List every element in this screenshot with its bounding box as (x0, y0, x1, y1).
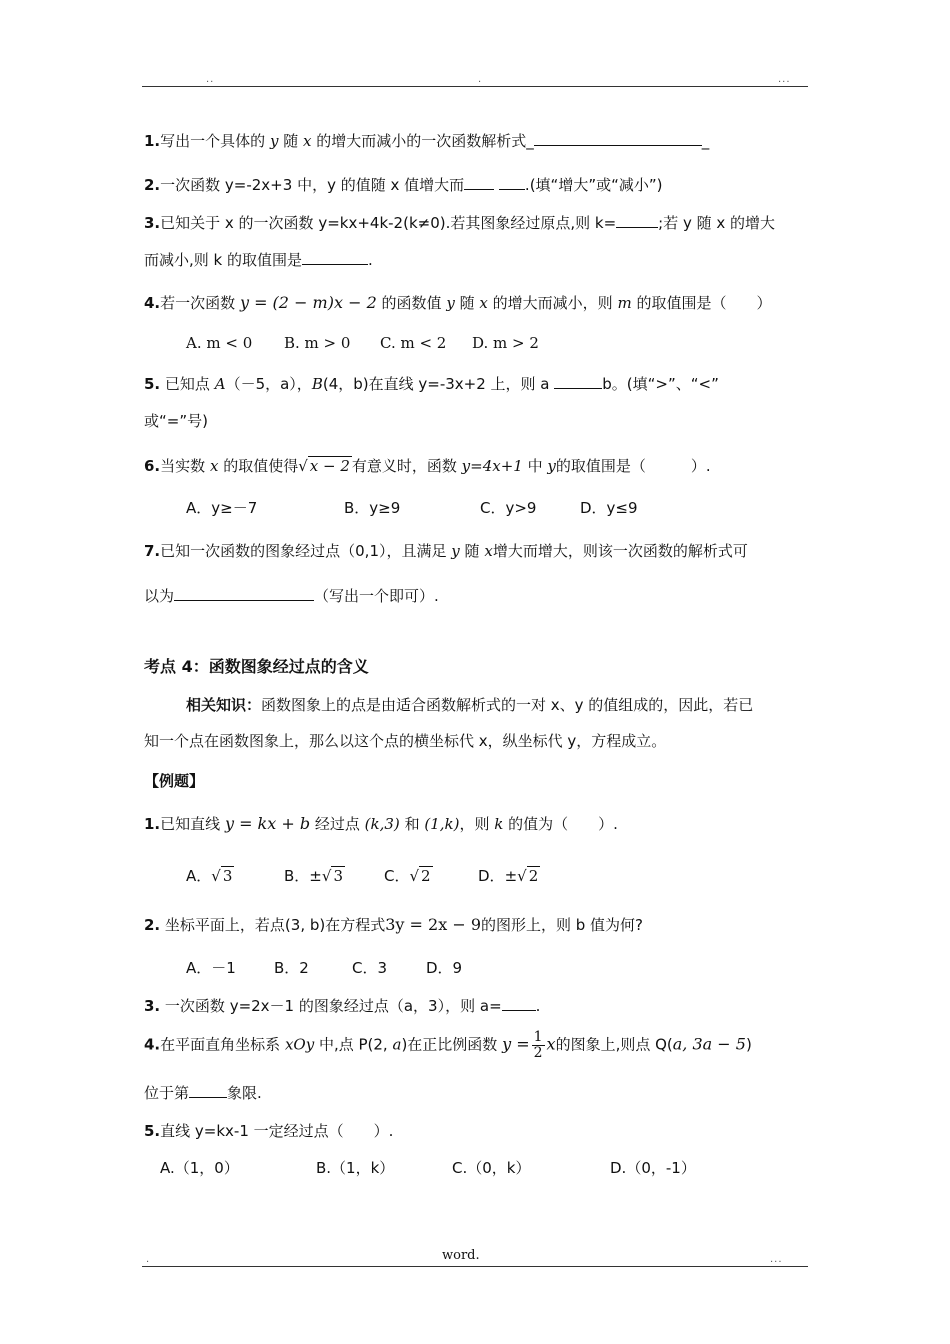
equation: 3y = 2x − 9 (385, 915, 481, 934)
var-y: y (446, 294, 455, 312)
question-5-line-2: 或“=”号) (144, 412, 208, 430)
option-d[interactable]: D.（0，-1） (610, 1159, 696, 1177)
text: 有意义时，函数 (351, 457, 457, 475)
numerator: 1 (533, 1029, 543, 1045)
text: 一次函数 y=-2x+3 中，y 的值随 x 值增大而 (160, 176, 465, 194)
square-root (517, 867, 540, 885)
text: 的图形上，则 b 值为何? (481, 916, 644, 934)
equation: y = (2 − m)x − 2 (239, 293, 377, 312)
text: （－5，a）， (225, 375, 312, 393)
knowledge-line-1 (186, 694, 753, 715)
radical-sign: √ (298, 457, 308, 475)
text: 而减小,则 k 的取值围是 (144, 251, 302, 269)
example-5 (144, 1120, 393, 1141)
answer-blank[interactable] (464, 175, 494, 190)
text: 的增大而减小的一次函数解析式 (316, 132, 527, 150)
example-4 (144, 1030, 752, 1060)
point-2: (1,k) (424, 815, 460, 833)
question-number: 3. (144, 997, 161, 1015)
text: .(填“增大”或“减小”) (524, 176, 663, 194)
radicand: 2 (528, 867, 539, 885)
option-b[interactable]: B. m > 0 (284, 334, 351, 352)
knowledge-label: 相关知识： (186, 696, 262, 714)
footer-word: word. (442, 1248, 480, 1263)
example-label: 【例题】 (144, 772, 205, 790)
question-3 (144, 212, 775, 233)
var-y: y (269, 132, 279, 150)
option-a[interactable]: A. m < 0 (186, 334, 253, 352)
text: 已知点 (164, 375, 210, 393)
question-3-line-2 (144, 249, 373, 270)
coord-system: xOy (284, 1035, 315, 1054)
option-a[interactable] (186, 865, 234, 886)
text: . (535, 997, 541, 1015)
question-2 (144, 174, 662, 195)
answer-blank[interactable] (534, 131, 702, 146)
text: ;若 y 随 x 的增大 (658, 214, 776, 232)
text: 位于第 (144, 1084, 190, 1102)
question-number: 2. (144, 176, 161, 194)
option-d[interactable] (478, 865, 540, 886)
answer-blank[interactable] (554, 374, 602, 389)
answer-blank[interactable] (189, 1083, 227, 1098)
text: b。(填“>”、“<” (602, 375, 719, 393)
footer-right-dots: ... (770, 1254, 783, 1265)
answer-blank[interactable] (616, 213, 658, 228)
option-label: D． (478, 867, 505, 885)
text: 增大而增大，则该一次函数的解析式可 (492, 542, 748, 560)
option-c[interactable]: C．3 (352, 959, 388, 977)
text: (4，b)在直线 y=-3x+2 上，则 a (322, 375, 550, 393)
var-k: k (494, 815, 504, 833)
radicand: 2 (421, 867, 431, 885)
question-7-line-2 (144, 585, 439, 606)
text: 的取值围是（ ）. (555, 457, 711, 475)
square-root (409, 867, 432, 885)
section-title: 考点 4：函数图象经过点的含义 (144, 657, 369, 676)
point-1: (k,3) (364, 815, 400, 833)
var-x: x (303, 132, 312, 150)
text: ) (745, 1035, 752, 1054)
text: 随 (464, 542, 480, 560)
option-a[interactable]: A．y≥－7 (186, 499, 258, 517)
text: 的函数值 (381, 294, 442, 312)
radical-sign: √ (517, 867, 527, 885)
question-7 (144, 540, 748, 561)
answer-blank[interactable] (499, 175, 525, 190)
question-number: 2. (144, 916, 161, 934)
var-x: x (479, 294, 488, 312)
option-b[interactable]: B．2 (274, 959, 309, 977)
question-number: 4. (144, 1035, 161, 1054)
option-label: B． (284, 867, 310, 885)
sign: ± (309, 867, 322, 885)
text: 中,点 P(2, (318, 1035, 388, 1054)
text: 直线 y=kx-1 一定经过点（ ）. (160, 1122, 394, 1140)
question-number: 3. (144, 214, 161, 232)
text: )在正比例函数 (401, 1035, 498, 1054)
header-left-dots: .. (206, 74, 215, 85)
text: 已知直线 (160, 815, 221, 833)
option-a[interactable]: A．－1 (186, 959, 236, 977)
point-a-label: A (214, 375, 226, 393)
text: 以为 (144, 587, 175, 605)
option-d[interactable]: D．9 (426, 959, 463, 977)
sign: ± (504, 867, 518, 885)
question-5 (144, 373, 719, 394)
text: 在平面直角坐标系 (160, 1035, 281, 1054)
text: 当实数 (160, 457, 206, 475)
option-d[interactable]: D. m > 2 (472, 334, 539, 352)
option-b[interactable]: B．y≥9 (344, 499, 401, 517)
knowledge-line-2: 知一个点在函数图象上，那么以这个点的横坐标代 x，纵坐标代 y，方程成立。 (144, 732, 667, 750)
option-c[interactable]: C. m < 2 (380, 334, 447, 352)
text: 坐标平面上，若点(3, b)在方程式 (164, 916, 386, 934)
text: 经过点 (314, 815, 360, 833)
question-4 (144, 292, 771, 313)
option-b[interactable] (284, 865, 345, 886)
square-root (322, 867, 345, 885)
option-label: A． (186, 867, 212, 885)
option-c[interactable] (384, 865, 433, 886)
var-x: x (546, 1034, 556, 1054)
footer-left-dot: . (146, 1254, 151, 1265)
text: （写出一个即可）. (314, 587, 439, 605)
text: 的增大而减小，则 (492, 294, 613, 312)
var-x: x (484, 542, 493, 560)
answer-blank[interactable] (302, 250, 368, 265)
text: 随 (459, 294, 475, 312)
option-b[interactable]: B.（1，k） (316, 1159, 395, 1177)
equation-lhs: y = (502, 1034, 530, 1054)
radicand: 3 (333, 867, 343, 885)
question-number: 5. (144, 375, 161, 393)
option-label: C． (384, 867, 410, 885)
function: y=4x+1 (461, 457, 523, 475)
footer-rule (142, 1266, 808, 1267)
point-b-label: B (311, 375, 323, 393)
text: _ (526, 132, 534, 150)
radicand: x − 2 (309, 457, 350, 475)
text: 和 (404, 815, 420, 833)
text: 象限. (227, 1084, 262, 1102)
header-rule (142, 86, 808, 87)
option-d[interactable]: D．y≤9 (580, 499, 638, 517)
option-a[interactable]: A.（1，0） (160, 1159, 239, 1177)
question-6 (144, 455, 711, 476)
denominator: 2 (533, 1044, 543, 1061)
text: . (368, 251, 373, 269)
text: 中 (527, 457, 543, 475)
text: 一次函数 y=2x－1 的图象经过点（a，3），则 a= (164, 997, 502, 1015)
question-1 (144, 130, 709, 151)
question-number: 1. (144, 815, 161, 833)
example-4-line-2 (144, 1082, 262, 1103)
text: 已知关于 x 的一次函数 y=kx+4k-2(k≠0).若其图象经过原点,则 k= (160, 214, 617, 232)
text: 函数图象上的点是由适合函数解析式的一对 x、y 的值组成的，因此，若已 (261, 696, 754, 714)
example-1 (144, 813, 618, 834)
text: 随 (283, 132, 299, 150)
text: 的取值使得 (223, 457, 299, 475)
square-root (211, 867, 234, 885)
var-y: y (451, 542, 460, 560)
square-root (298, 457, 352, 475)
equation: y = kx + b (224, 814, 311, 833)
question-number: 1. (144, 132, 161, 150)
question-number: 6. (144, 457, 161, 475)
fraction-one-half (532, 1030, 545, 1060)
text: 写出一个具体的 (160, 132, 266, 150)
option-c[interactable]: C.（0，k） (452, 1159, 531, 1177)
question-number: 5. (144, 1122, 161, 1140)
var-a: a (392, 1035, 402, 1054)
answer-blank[interactable] (174, 586, 314, 601)
example-3 (144, 995, 540, 1016)
var-m: m (617, 294, 632, 312)
text: _ (701, 132, 710, 150)
radical-sign: √ (409, 867, 420, 885)
question-number: 7. (144, 542, 161, 560)
radicand: 3 (222, 867, 233, 885)
header-right-dots: ... (778, 74, 791, 85)
question-number: 4. (144, 294, 161, 312)
text: 的值为（ ）. (508, 815, 618, 833)
option-c[interactable]: C．y>9 (480, 499, 537, 517)
text: 的取值围是（ ） (636, 294, 772, 312)
text: ，则 (459, 815, 490, 833)
var-y: y (547, 457, 556, 475)
answer-blank[interactable] (502, 996, 536, 1011)
example-2 (144, 914, 643, 935)
header-mid-dots: . (478, 74, 483, 85)
var-x: x (209, 457, 219, 475)
text: 的图象上,则点 Q( (555, 1035, 673, 1054)
text: 已知一次函数的图象经过点（0,1），且满足 (160, 542, 447, 560)
radical-sign: √ (321, 867, 332, 885)
text: 若一次函数 (160, 294, 236, 312)
point-q-coords: a, 3a − 5 (672, 1034, 746, 1054)
radical-sign: √ (211, 867, 221, 885)
